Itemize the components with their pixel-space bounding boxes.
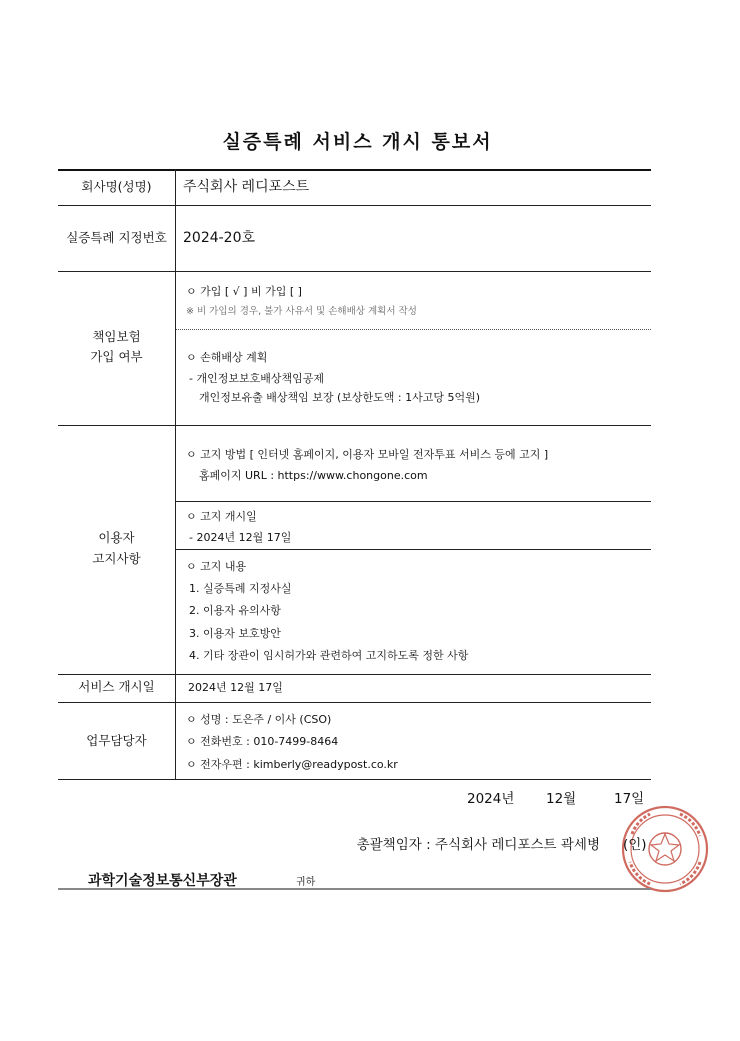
- notice-item: 4. 기타 장관이 임시허가와 관련하여 고지하도록 정한 사항: [189, 649, 469, 662]
- insurance-plan-item1: - 개인정보보호배상책임공제: [189, 372, 324, 385]
- date-month: 12월: [546, 791, 577, 807]
- notice-start-date: - 2024년 12월 17일: [189, 531, 292, 544]
- contact-label: 업무담당자: [86, 733, 147, 748]
- bottom-rule: [58, 888, 651, 890]
- notice-item: 3. 이용자 보호방안: [189, 627, 281, 640]
- row-divider: [58, 205, 651, 206]
- notice-label-line1: 이용자: [98, 530, 135, 545]
- sub-row-divider: [176, 549, 651, 550]
- insurance-label-line2: 가입 여부: [90, 349, 143, 364]
- seal-mark: (인): [623, 837, 647, 853]
- notice-item: 2. 이용자 유의사항: [189, 604, 281, 617]
- service-start-value: 2024년 12월 17일: [188, 681, 283, 694]
- row-divider: [58, 425, 651, 426]
- row-divider: [58, 702, 651, 703]
- notice-item: 1. 실증특례 지정사실: [189, 582, 292, 595]
- row-divider: [58, 674, 651, 675]
- designation-label: 실증특례 지정번호: [66, 230, 167, 245]
- recipient-suffix: 귀하: [296, 877, 316, 888]
- contact-email: ㅇ 전자우편 : kimberly@readypost.co.kr: [186, 758, 398, 771]
- recipient: 과학기술정보통신부장관: [88, 873, 237, 889]
- row-divider: [58, 271, 651, 272]
- contact-phone: ㅇ 전화번호 : 010-7499-8464: [186, 735, 339, 748]
- notice-start-heading: ㅇ 고지 개시일: [186, 510, 257, 523]
- notice-content-heading: ㅇ 고지 내용: [186, 560, 247, 573]
- date-year: 2024년: [467, 791, 515, 807]
- company-label: 회사명(성명): [81, 179, 152, 194]
- document-title: 실증특례 서비스 개시 통보서: [222, 131, 493, 153]
- notice-url-line: 홈페이지 URL : https://www.chongone.com: [199, 469, 428, 482]
- date-day: 17일: [614, 791, 645, 807]
- sub-row-divider: [176, 501, 651, 502]
- table-bottom-rule: [58, 779, 651, 780]
- insurance-join-line: ㅇ 가입 [ √ ] 비 가입 [ ]: [186, 285, 302, 298]
- company-value: 주식회사 레디포스트: [183, 179, 310, 195]
- designation-value: 2024-20호: [183, 230, 256, 246]
- notice-label-line2: 고지사항: [92, 551, 141, 566]
- insurance-plan-item2: 개인정보유출 배상책임 보장 (보상한도액 : 1사고당 5억원): [199, 391, 481, 404]
- insurance-label-line1: 책임보험: [92, 329, 141, 344]
- dotted-divider: [176, 329, 651, 330]
- insurance-plan-heading: ㅇ 손해배상 계획: [186, 351, 268, 364]
- service-start-label: 서비스 개시일: [78, 679, 155, 694]
- column-divider: [175, 169, 176, 779]
- contact-name: ㅇ 성명 : 도은주 / 이사 (CSO): [186, 713, 332, 726]
- notice-method-line: ㅇ 고지 방법 [ 인터넷 홈페이지, 이용자 모바일 전자투표 서비스 등에 고지 ]: [186, 448, 549, 461]
- table-top-rule: [58, 169, 651, 171]
- insurance-note: ※ 비 가입의 경우, 불가 사유서 및 손해배상 계획서 작성: [186, 306, 417, 317]
- signer-line: 총괄책임자 : 주식회사 레디포스트 곽세병: [356, 837, 600, 853]
